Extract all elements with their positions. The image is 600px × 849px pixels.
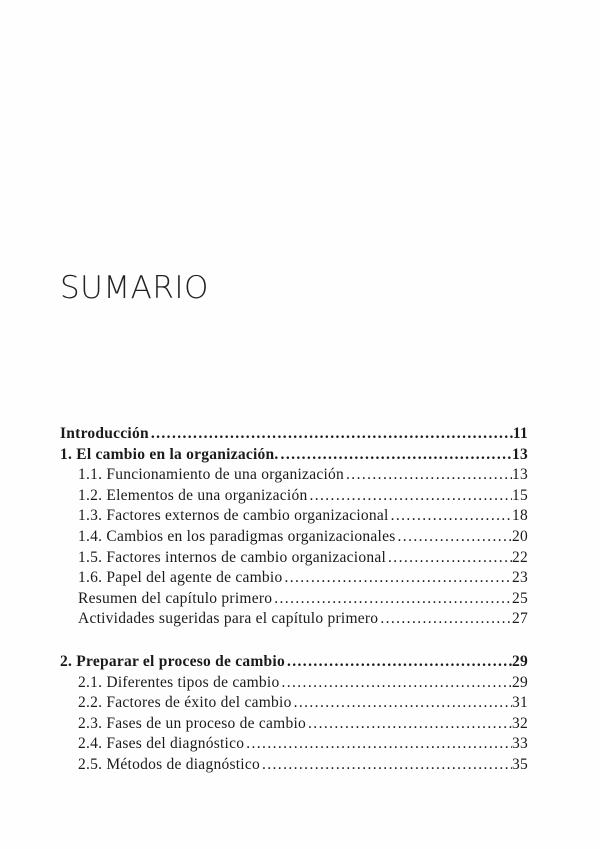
dot-leader	[280, 674, 512, 692]
toc-entry-label: 1.1. Funcionamiento de una organización	[78, 466, 345, 484]
toc-entry-page: 35	[512, 755, 528, 773]
dot-leader	[286, 653, 512, 671]
toc-entry-label: 1.5. Factores internos de cambio organizacional	[78, 548, 387, 566]
dot-leader	[283, 569, 512, 587]
dot-leader	[387, 549, 512, 567]
toc-entry-chapter-1	[60, 446, 528, 467]
toc-entry-1-3	[60, 507, 528, 528]
toc-entry-1-2	[60, 487, 528, 508]
toc-entry-page: 22	[512, 548, 528, 566]
toc-entry-page: 11	[512, 425, 528, 442]
toc-entry-summary-1	[60, 590, 528, 611]
toc-entry-page: 29	[512, 673, 528, 691]
toc-entry-page: 29	[512, 652, 528, 670]
dot-leader	[397, 528, 512, 546]
toc-entry-2-5	[60, 756, 528, 777]
toc-entry-label: 2.3. Fases de un proceso de cambio	[78, 714, 307, 732]
toc-entry-page: 27	[512, 610, 528, 628]
toc-entry-page: 32	[512, 714, 528, 732]
toc-entry-label: 2.4. Fases del diagnóstico	[78, 735, 245, 753]
toc-entry-page: 25	[512, 589, 528, 607]
toc-entry-activities-1	[60, 610, 528, 631]
dot-leader	[307, 715, 512, 733]
section-spacer	[60, 631, 528, 653]
dot-leader	[293, 694, 512, 712]
toc-entry-label: Resumen del capítulo primero	[78, 589, 273, 607]
dot-leader	[308, 487, 512, 505]
dot-leader	[273, 590, 512, 608]
dot-leader	[261, 756, 512, 774]
toc-entry-page: 13	[512, 466, 528, 484]
toc-entry-label: 2.1. Diferentes tipos de cambio	[78, 673, 280, 691]
toc-entry-label: 1.6. Papel del agente de cambio	[78, 569, 283, 587]
toc-entry-label: 2.5. Métodos de diagnóstico	[78, 755, 260, 773]
dot-leader	[390, 507, 512, 525]
toc-entry-page: 20	[512, 527, 528, 545]
toc-entry-label: 1.4. Cambios en los paradigmas organizacionales	[78, 527, 396, 545]
toc-entry-chapter-2	[60, 653, 528, 674]
toc-entry-2-1	[60, 674, 528, 695]
toc-entry-label: 1.2. Elementos de una organización	[78, 486, 308, 504]
dot-leader	[245, 735, 512, 753]
toc-entry-page: 23	[512, 569, 528, 587]
table-of-contents	[60, 425, 528, 777]
toc-entry-page: 31	[512, 694, 528, 712]
toc-entry-label: 1.3. Factores externos de cambio organizacional	[78, 507, 389, 525]
toc-entry-label: 2.2. Factores de éxito del cambio	[78, 694, 292, 712]
toc-entry-introduction	[60, 425, 528, 446]
toc-entry-label: Actividades sugeridas para el capítulo primero	[78, 610, 379, 628]
toc-entry-page: 13	[512, 445, 528, 463]
toc-entry-label: 2. Preparar el proceso de cambio	[60, 652, 285, 670]
toc-entry-page: 33	[512, 735, 528, 753]
toc-entry-label: 1. El cambio en la organización.	[60, 445, 279, 463]
dot-leader	[150, 425, 513, 443]
dot-leader	[345, 466, 512, 484]
toc-entry-2-4	[60, 735, 528, 756]
toc-entry-1-4	[60, 528, 528, 549]
toc-entry-2-2	[60, 694, 528, 715]
toc-entry-page: 15	[512, 486, 528, 504]
dot-leader	[379, 610, 512, 628]
page-title: SUMARIO	[60, 270, 209, 306]
dot-leader	[280, 446, 512, 464]
toc-entry-1-5	[60, 549, 528, 570]
toc-entry-2-3	[60, 715, 528, 736]
toc-entry-label: Introducción	[60, 425, 149, 442]
toc-entry-1-6	[60, 569, 528, 590]
toc-entry-1-1	[60, 466, 528, 487]
toc-entry-page: 18	[512, 507, 528, 525]
